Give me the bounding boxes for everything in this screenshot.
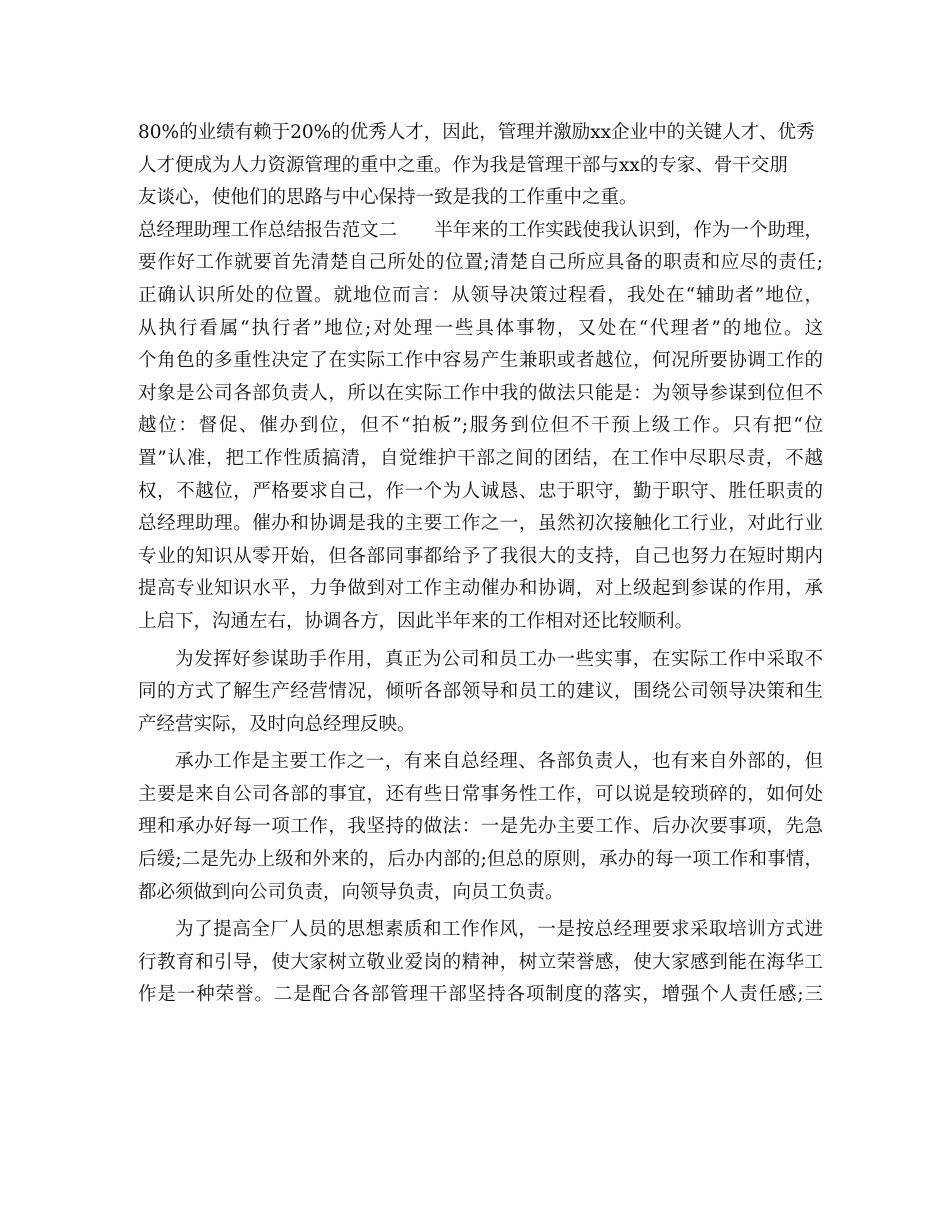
text-line: 理和承办好每一项工作，我坚持的做法：一是先办主要工作、后办次要事项，先急 [138, 816, 823, 838]
document-body [138, 117, 823, 1012]
text-line: 对象是公司各部负责人，所以在实际工作中我的做法只能是：为领导参谋到位但不 [138, 382, 823, 404]
text-line: 越位：督促、催办到位，但不“拍板”;服务到位但不干预上级工作。只有把“位 [138, 415, 823, 437]
text-line: 80%的业绩有赖于20%的优秀人才，因此，管理并激励xx企业中的关键人才、优秀 [138, 122, 815, 143]
text-line: 个角色的多重性决定了在实际工作中容易产生兼职或者越位，何况所要协调工作的 [138, 350, 823, 372]
text-line: 专业的知识从零开始，但各部同事都给予了我很大的支持，自己也努力在短时期内 [138, 545, 823, 567]
text-line: 总经理助理工作总结报告范文二 半年来的工作实践使我认识到，作为一个助理， [138, 219, 823, 241]
text-line: 正确认识所处的位置。就地位而言：从领导决策过程看，我处在“辅助者”地位， [138, 284, 823, 306]
text-line: 要作好工作就要首先清楚自己所处的位置;清楚自己所应具备的职责和应尽的责任; [138, 252, 823, 274]
text-line: 后缓;二是先办上级和外来的，后办内部的;但总的原则，承办的每一项工作和事情， [138, 849, 823, 871]
text-line: 友谈心，使他们的思路与中心保持一致是我的工作重中之重。 [138, 187, 638, 209]
text-line: 作是一种荣誉。二是配合各部管理干部坚持各项制度的落实，增强个人责任感;三 [138, 984, 823, 1006]
text-line: 总经理助理。催办和协调是我的主要工作之一，虽然初次接触化工行业，对此行业 [138, 513, 823, 535]
text-line: 置”认准，把工作性质搞清，自觉维护干部之间的团结，在工作中尽职尽责，不越 [138, 447, 823, 469]
text-line: 主要是来自公司各部的事宜，还有些日常事务性工作，可以说是较琐碎的，如何处 [138, 783, 823, 805]
text-line: 都必须做到向公司负责，向领导负责，向员工负责。 [138, 881, 564, 903]
text-line: 权，不越位，严格要求自己，作一个为人诚恳、忠于职守，勤于职守、胜任职责的 [138, 480, 823, 502]
text-line: 人才便成为人力资源管理的重中之重。作为我是管理干部与xx的专家、骨干交朋 [138, 154, 788, 176]
text-line: 为发挥好参谋助手作用，真正为公司和员工办一些实事，在实际工作中采取不 [175, 648, 823, 670]
text-line: 为了提高全厂人员的思想素质和工作作风，一是按总经理要求采取培训方式进 [175, 919, 823, 941]
text-line: 承办工作是主要工作之一，有来自总经理、各部负责人，也有来自外部的，但 [175, 751, 823, 773]
text-line: 从执行看属“执行者”地位;对处理一些具体事物，又处在“代理者”的地位。这 [138, 317, 823, 339]
text-line: 上启下，沟通左右，协调各方，因此半年来的工作相对还比较顺利。 [138, 610, 694, 632]
text-line: 同的方式了解生产经营情况，倾听各部领导和员工的建议，围绕公司领导决策和生 [138, 681, 823, 703]
text-line: 行教育和引导，使大家树立敬业爱岗的精神，树立荣誉感，使大家感到能在海华工 [138, 951, 823, 973]
text-line: 提高专业知识水平，力争做到对工作主动催办和协调，对上级起到参谋的作用，承 [138, 578, 823, 600]
text-line: 产经营实际，及时向总经理反映。 [138, 713, 416, 735]
